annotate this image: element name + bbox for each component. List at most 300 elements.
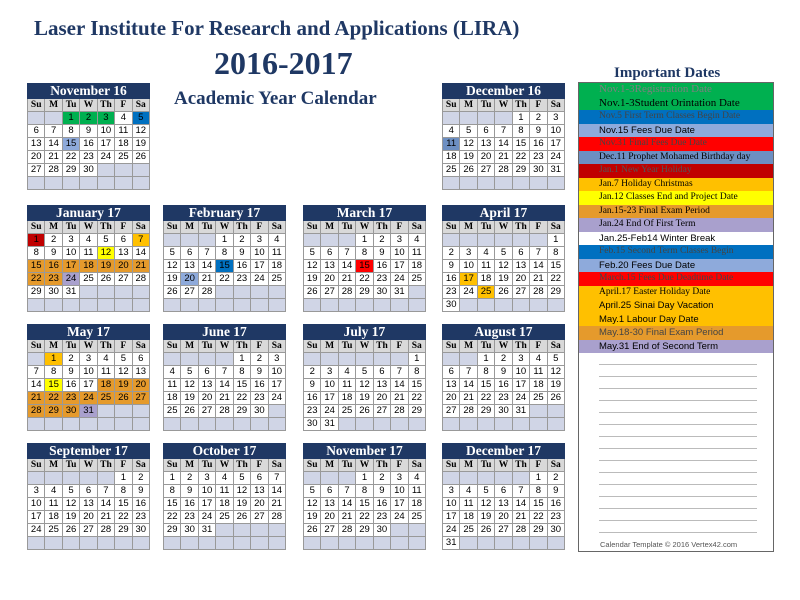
empty-cell xyxy=(164,537,181,550)
month-grid xyxy=(303,459,426,550)
day-cell: 26 xyxy=(115,392,132,405)
empty-cell xyxy=(98,472,115,485)
important-date-item: Jan.24 End Of First Term xyxy=(579,218,773,232)
day-cell: 15 xyxy=(356,498,373,511)
day-cell: 1 xyxy=(234,353,251,366)
month-header: May 17 xyxy=(27,324,150,340)
day-cell: 9 xyxy=(181,485,198,498)
day-cell: 11 xyxy=(478,260,495,273)
empty-cell xyxy=(80,418,97,431)
day-cell: 27 xyxy=(251,511,268,524)
day-cell: 19 xyxy=(304,273,321,286)
day-cell: 5 xyxy=(495,247,512,260)
day-cell: 18 xyxy=(409,498,426,511)
month-grid xyxy=(27,459,150,550)
month-header: February 17 xyxy=(163,205,286,221)
empty-cell xyxy=(45,472,62,485)
day-cell: 14 xyxy=(216,379,233,392)
day-cell: 3 xyxy=(391,234,408,247)
day-cell: 16 xyxy=(530,138,547,151)
day-cell: 20 xyxy=(199,392,216,405)
day-cell: 17 xyxy=(513,379,530,392)
day-cell: 2 xyxy=(181,472,198,485)
important-date-item: April.25 Sinai Day Vacation xyxy=(579,299,773,313)
month-header: October 17 xyxy=(163,443,286,459)
note-line xyxy=(599,353,757,365)
empty-cell xyxy=(80,286,97,299)
weekday-header: M xyxy=(181,459,198,472)
day-cell: 29 xyxy=(548,286,565,299)
day-cell: 11 xyxy=(443,138,460,151)
important-date-item: Jan.25-Feb14 Winter Break xyxy=(579,232,773,246)
month-grid xyxy=(442,459,565,550)
day-cell: 4 xyxy=(530,353,547,366)
day-cell: 3 xyxy=(548,112,565,125)
weekday-header: M xyxy=(45,99,62,112)
empty-cell xyxy=(216,537,233,550)
empty-cell xyxy=(181,418,198,431)
day-cell: 14 xyxy=(199,260,216,273)
weekday-header: Su xyxy=(28,340,45,353)
note-line xyxy=(599,401,757,413)
day-cell: 16 xyxy=(374,498,391,511)
empty-cell xyxy=(478,418,495,431)
day-cell: 23 xyxy=(495,392,512,405)
weekday-header: Su xyxy=(304,340,321,353)
day-cell: 17 xyxy=(98,138,115,151)
day-cell: 19 xyxy=(356,392,373,405)
day-cell: 27 xyxy=(321,524,338,537)
day-cell: 21 xyxy=(339,511,356,524)
empty-cell xyxy=(269,537,286,550)
day-cell: 8 xyxy=(513,125,530,138)
weekday-header: W xyxy=(495,459,512,472)
weekday-header: W xyxy=(80,221,97,234)
empty-cell xyxy=(251,299,268,312)
day-cell: 12 xyxy=(460,138,477,151)
day-cell: 1 xyxy=(356,472,373,485)
day-cell: 7 xyxy=(199,247,216,260)
day-cell: 6 xyxy=(478,125,495,138)
empty-cell xyxy=(409,286,426,299)
empty-cell xyxy=(80,537,97,550)
day-cell: 18 xyxy=(45,511,62,524)
day-cell: 9 xyxy=(63,366,80,379)
empty-cell xyxy=(548,177,565,190)
day-cell: 28 xyxy=(339,524,356,537)
day-cell: 10 xyxy=(98,125,115,138)
day-cell: 1 xyxy=(548,234,565,247)
day-cell: 10 xyxy=(460,260,477,273)
day-cell: 21 xyxy=(339,273,356,286)
day-cell: 30 xyxy=(80,164,97,177)
empty-cell xyxy=(63,537,80,550)
empty-cell xyxy=(495,112,512,125)
day-cell: 24 xyxy=(80,392,97,405)
note-line xyxy=(599,449,757,461)
empty-cell xyxy=(548,418,565,431)
month-header: December 17 xyxy=(442,443,565,459)
empty-cell xyxy=(45,177,62,190)
empty-cell xyxy=(478,177,495,190)
day-cell: 11 xyxy=(216,485,233,498)
empty-cell xyxy=(80,299,97,312)
year-title: 2016-2017 xyxy=(214,45,353,81)
day-cell: 15 xyxy=(478,379,495,392)
day-cell: 6 xyxy=(513,247,530,260)
day-cell: 22 xyxy=(513,151,530,164)
day-cell: 25 xyxy=(80,273,97,286)
empty-cell xyxy=(115,164,132,177)
day-cell: 17 xyxy=(251,260,268,273)
weekday-header: Tu xyxy=(63,99,80,112)
day-cell: 8 xyxy=(530,485,547,498)
important-date-item: Nov.1-3Student Orintation Date xyxy=(579,97,773,111)
month-header: November 16 xyxy=(27,83,150,99)
weekday-header: M xyxy=(321,340,338,353)
day-cell: 19 xyxy=(133,138,150,151)
day-cell: 14 xyxy=(530,260,547,273)
day-cell: 17 xyxy=(460,273,477,286)
day-cell: 1 xyxy=(28,234,45,247)
empty-cell xyxy=(45,299,62,312)
day-cell: 20 xyxy=(251,498,268,511)
day-cell: 10 xyxy=(513,366,530,379)
month-may-17 xyxy=(27,324,150,431)
weekday-header: Su xyxy=(443,340,460,353)
month-grid xyxy=(442,340,565,431)
day-cell: 19 xyxy=(98,260,115,273)
empty-cell xyxy=(409,537,426,550)
weekday-header: Sa xyxy=(269,221,286,234)
empty-cell xyxy=(391,299,408,312)
empty-cell xyxy=(28,418,45,431)
day-cell: 6 xyxy=(115,234,132,247)
day-cell: 24 xyxy=(443,524,460,537)
day-cell: 5 xyxy=(63,485,80,498)
empty-cell xyxy=(443,472,460,485)
day-cell: 16 xyxy=(234,260,251,273)
day-cell: 22 xyxy=(115,511,132,524)
day-cell: 25 xyxy=(443,164,460,177)
day-cell: 18 xyxy=(164,392,181,405)
day-cell: 2 xyxy=(133,472,150,485)
empty-cell xyxy=(251,286,268,299)
day-cell: 19 xyxy=(164,273,181,286)
empty-cell xyxy=(304,234,321,247)
day-cell: 14 xyxy=(339,260,356,273)
weekday-header: M xyxy=(45,221,62,234)
day-cell: 7 xyxy=(391,366,408,379)
day-cell: 13 xyxy=(133,366,150,379)
empty-cell xyxy=(269,524,286,537)
day-cell: 11 xyxy=(269,247,286,260)
day-cell: 23 xyxy=(530,151,547,164)
day-cell: 15 xyxy=(234,379,251,392)
day-cell: 22 xyxy=(356,511,373,524)
day-cell: 19 xyxy=(234,498,251,511)
weekday-header: Th xyxy=(513,340,530,353)
day-cell: 8 xyxy=(548,247,565,260)
note-line xyxy=(599,497,757,509)
day-cell: 1 xyxy=(513,112,530,125)
empty-cell xyxy=(115,405,132,418)
empty-cell xyxy=(478,112,495,125)
note-line xyxy=(599,461,757,473)
month-header: July 17 xyxy=(303,324,426,340)
day-cell: 7 xyxy=(133,234,150,247)
calendar-subtitle: Academic Year Calendar xyxy=(174,88,377,109)
day-cell: 4 xyxy=(339,366,356,379)
month-grid xyxy=(442,99,565,190)
day-cell: 20 xyxy=(513,273,530,286)
day-cell: 24 xyxy=(98,151,115,164)
month-header: June 17 xyxy=(163,324,286,340)
day-cell: 28 xyxy=(460,405,477,418)
day-cell: 21 xyxy=(199,273,216,286)
empty-cell xyxy=(28,472,45,485)
empty-cell xyxy=(321,537,338,550)
weekday-header: W xyxy=(495,99,512,112)
important-date-item: March.15 Fees Due Deadtime Date xyxy=(579,272,773,286)
empty-cell xyxy=(391,353,408,366)
empty-cell xyxy=(98,286,115,299)
day-cell: 5 xyxy=(234,472,251,485)
day-cell: 22 xyxy=(234,392,251,405)
day-cell: 24 xyxy=(513,392,530,405)
day-cell: 3 xyxy=(199,472,216,485)
empty-cell xyxy=(216,524,233,537)
day-cell: 4 xyxy=(115,112,132,125)
empty-cell xyxy=(234,299,251,312)
empty-cell xyxy=(199,353,216,366)
empty-cell xyxy=(321,234,338,247)
empty-cell xyxy=(460,112,477,125)
empty-cell xyxy=(339,299,356,312)
empty-cell xyxy=(339,472,356,485)
day-cell: 23 xyxy=(181,511,198,524)
empty-cell xyxy=(339,234,356,247)
weekday-header: Th xyxy=(374,340,391,353)
weekday-header: Sa xyxy=(133,99,150,112)
weekday-header: W xyxy=(216,340,233,353)
day-cell: 26 xyxy=(98,273,115,286)
empty-cell xyxy=(269,299,286,312)
day-cell: 15 xyxy=(356,260,373,273)
weekday-header: Su xyxy=(28,459,45,472)
day-cell: 28 xyxy=(28,405,45,418)
day-cell: 2 xyxy=(495,353,512,366)
empty-cell xyxy=(513,177,530,190)
day-cell: 8 xyxy=(356,247,373,260)
day-cell: 10 xyxy=(391,485,408,498)
day-cell: 23 xyxy=(80,151,97,164)
weekday-header: F xyxy=(115,340,132,353)
day-cell: 23 xyxy=(133,511,150,524)
day-cell: 24 xyxy=(63,273,80,286)
weekday-header: Su xyxy=(304,221,321,234)
day-cell: 15 xyxy=(548,260,565,273)
month-header: January 17 xyxy=(27,205,150,221)
day-cell: 8 xyxy=(164,485,181,498)
empty-cell xyxy=(495,472,512,485)
day-cell: 15 xyxy=(28,260,45,273)
day-cell: 5 xyxy=(548,353,565,366)
day-cell: 8 xyxy=(28,247,45,260)
weekday-header: Su xyxy=(304,459,321,472)
day-cell: 28 xyxy=(339,286,356,299)
day-cell: 12 xyxy=(304,260,321,273)
weekday-header: W xyxy=(80,459,97,472)
day-cell: 17 xyxy=(63,260,80,273)
day-cell: 24 xyxy=(199,511,216,524)
empty-cell xyxy=(115,299,132,312)
empty-cell xyxy=(234,418,251,431)
day-cell: 25 xyxy=(339,405,356,418)
day-cell: 26 xyxy=(164,286,181,299)
empty-cell xyxy=(304,472,321,485)
day-cell: 25 xyxy=(45,524,62,537)
weekday-header: Tu xyxy=(478,340,495,353)
weekday-header: Su xyxy=(164,340,181,353)
important-date-item: Feb.15 Second Term Classes Begin xyxy=(579,245,773,259)
day-cell: 19 xyxy=(63,511,80,524)
day-cell: 16 xyxy=(304,392,321,405)
month-grid xyxy=(163,340,286,431)
empty-cell xyxy=(199,537,216,550)
weekday-header: Tu xyxy=(63,459,80,472)
day-cell: 8 xyxy=(63,125,80,138)
day-cell: 22 xyxy=(548,273,565,286)
day-cell: 4 xyxy=(98,353,115,366)
day-cell: 13 xyxy=(374,379,391,392)
day-cell: 18 xyxy=(269,260,286,273)
day-cell: 21 xyxy=(530,273,547,286)
day-cell: 11 xyxy=(98,366,115,379)
weekday-header: Tu xyxy=(199,459,216,472)
empty-cell xyxy=(181,234,198,247)
weekday-header: Su xyxy=(443,221,460,234)
empty-cell xyxy=(269,286,286,299)
day-cell: 13 xyxy=(115,247,132,260)
day-cell: 26 xyxy=(460,164,477,177)
important-date-item: Jan.15-23 Final Exam Period xyxy=(579,205,773,219)
day-cell: 15 xyxy=(409,379,426,392)
day-cell: 21 xyxy=(28,392,45,405)
day-cell: 7 xyxy=(269,472,286,485)
weekday-header: W xyxy=(356,221,373,234)
day-cell: 8 xyxy=(409,366,426,379)
note-line xyxy=(599,509,757,521)
day-cell: 18 xyxy=(478,273,495,286)
day-cell: 26 xyxy=(304,524,321,537)
day-cell: 18 xyxy=(460,511,477,524)
weekday-header: W xyxy=(356,459,373,472)
weekday-header: F xyxy=(115,99,132,112)
weekday-header: Sa xyxy=(548,99,565,112)
day-cell: 7 xyxy=(98,485,115,498)
empty-cell xyxy=(513,234,530,247)
empty-cell xyxy=(98,299,115,312)
empty-cell xyxy=(115,286,132,299)
day-cell: 2 xyxy=(251,353,268,366)
day-cell: 8 xyxy=(216,247,233,260)
day-cell: 13 xyxy=(251,485,268,498)
important-date-item: May.1 Labour Day Date xyxy=(579,313,773,327)
empty-cell xyxy=(164,299,181,312)
day-cell: 9 xyxy=(251,366,268,379)
day-cell: 3 xyxy=(269,353,286,366)
important-date-item: Jan.12 Classes End and Project Date xyxy=(579,191,773,205)
empty-cell xyxy=(216,286,233,299)
day-cell: 14 xyxy=(339,498,356,511)
day-cell: 17 xyxy=(391,260,408,273)
day-cell: 10 xyxy=(269,366,286,379)
day-cell: 21 xyxy=(98,511,115,524)
empty-cell xyxy=(443,112,460,125)
empty-cell xyxy=(460,537,477,550)
day-cell: 3 xyxy=(321,366,338,379)
day-cell: 19 xyxy=(460,151,477,164)
month-header: August 17 xyxy=(442,324,565,340)
day-cell: 11 xyxy=(409,247,426,260)
day-cell: 30 xyxy=(133,524,150,537)
day-cell: 22 xyxy=(63,151,80,164)
day-cell: 23 xyxy=(374,511,391,524)
day-cell: 18 xyxy=(80,260,97,273)
weekday-header: Tu xyxy=(199,340,216,353)
empty-cell xyxy=(374,353,391,366)
important-date-item: Jan.1 New Year Holiday xyxy=(579,164,773,178)
day-cell: 26 xyxy=(304,286,321,299)
day-cell: 26 xyxy=(548,392,565,405)
empty-cell xyxy=(356,353,373,366)
day-cell: 28 xyxy=(530,286,547,299)
day-cell: 21 xyxy=(513,511,530,524)
weekday-header: Tu xyxy=(478,99,495,112)
day-cell: 22 xyxy=(164,511,181,524)
day-cell: 28 xyxy=(391,405,408,418)
day-cell: 31 xyxy=(199,524,216,537)
weekday-header: M xyxy=(460,340,477,353)
day-cell: 29 xyxy=(513,164,530,177)
weekday-header: M xyxy=(45,459,62,472)
day-cell: 13 xyxy=(181,260,198,273)
empty-cell xyxy=(409,418,426,431)
day-cell: 7 xyxy=(45,125,62,138)
empty-cell xyxy=(98,405,115,418)
day-cell: 23 xyxy=(374,273,391,286)
day-cell: 7 xyxy=(339,485,356,498)
empty-cell xyxy=(478,299,495,312)
day-cell: 10 xyxy=(63,247,80,260)
day-cell: 22 xyxy=(530,511,547,524)
day-cell: 3 xyxy=(513,353,530,366)
day-cell: 3 xyxy=(28,485,45,498)
month-july-17 xyxy=(303,324,426,431)
day-cell: 25 xyxy=(115,151,132,164)
empty-cell xyxy=(495,234,512,247)
important-dates-title: Important Dates xyxy=(614,65,721,81)
empty-cell xyxy=(133,177,150,190)
day-cell: 2 xyxy=(234,234,251,247)
day-cell: 3 xyxy=(63,234,80,247)
empty-cell xyxy=(199,299,216,312)
month-grid xyxy=(442,221,565,312)
empty-cell xyxy=(530,405,547,418)
day-cell: 21 xyxy=(269,498,286,511)
empty-cell xyxy=(133,299,150,312)
